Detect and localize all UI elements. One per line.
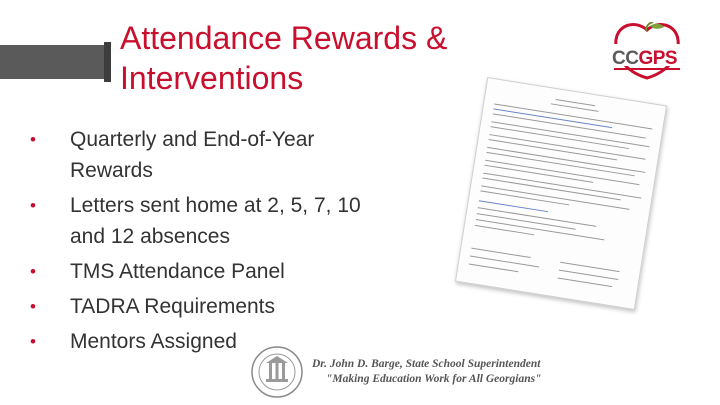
bullet-icon: • (30, 332, 36, 351)
bullet-text: Mentors Assigned (70, 330, 237, 353)
slide-title (120, 18, 540, 98)
footer-tagline: "Making Education Work for All Georgians" (326, 373, 542, 385)
list-item (30, 190, 390, 252)
bullet-icon: • (30, 196, 36, 215)
logo-text-cc: CC (612, 48, 639, 69)
bullet-list (30, 124, 390, 361)
bullet-text: Letters sent home at 2, 5, 7, 10 and 12 absences (70, 194, 361, 248)
bullet-text: Quarterly and End-of-Year Rewards (70, 128, 315, 182)
bullet-icon: • (30, 262, 36, 281)
document-image (455, 77, 667, 310)
bullet-text: TADRA Requirements (70, 295, 276, 318)
list-item (30, 326, 390, 357)
title-line-1: Attendance Rewards & (120, 20, 448, 56)
logo-wordmark (612, 48, 677, 70)
bullet-text: TMS Attendance Panel (70, 260, 285, 283)
superintendent-name: Dr. John D. Barge, State School Superintendent (312, 358, 541, 370)
list-item (30, 124, 390, 186)
bullet-icon: • (30, 297, 36, 316)
state-seal-icon (250, 345, 304, 399)
logo-text-gps: GPS (638, 48, 678, 69)
title-line-2: Interventions (120, 60, 304, 96)
title-accent-cap (104, 42, 111, 82)
list-item (30, 291, 390, 322)
title-accent-band (0, 45, 108, 79)
list-item (30, 256, 390, 287)
bullet-icon: • (30, 130, 36, 149)
